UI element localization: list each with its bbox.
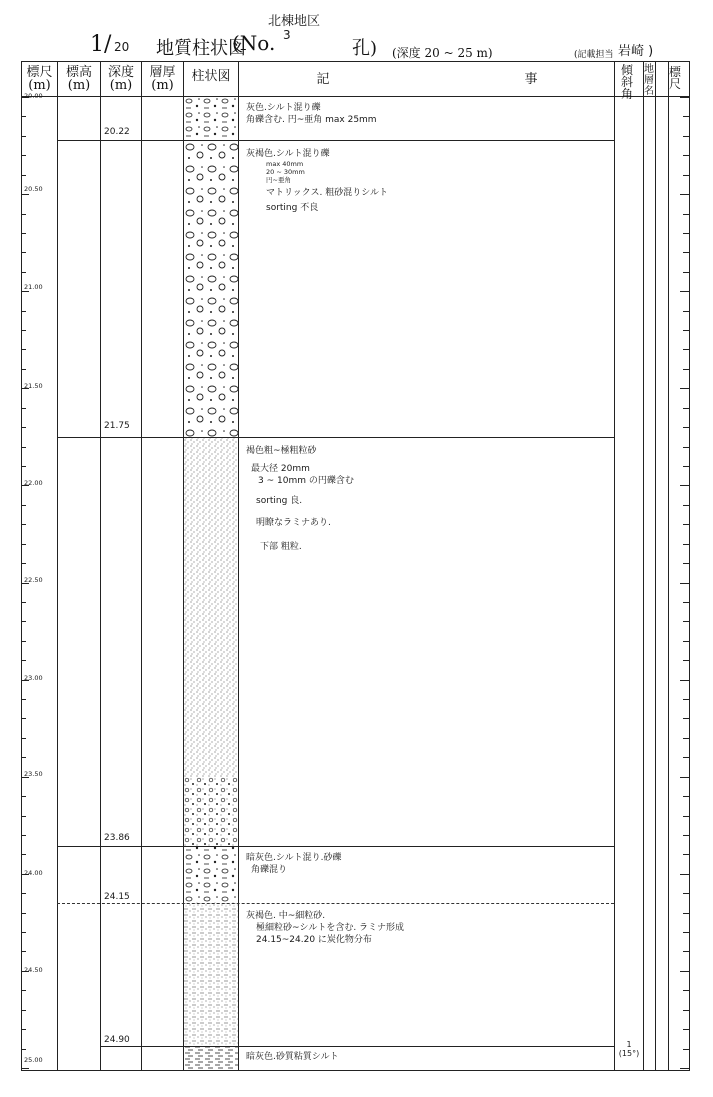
- scale-label: 1/: [90, 32, 112, 57]
- layer-2-remarks: 灰褐色.シルト混り礫 max 40mm 20 ~ 30mm 円~亜角 マトリックス. 粗砂混りシルト sorting 不良: [246, 149, 389, 213]
- layer-6-remarks: 暗灰色.砂質粘質シルト: [246, 1052, 339, 1062]
- recorder-name: 岩崎 ): [618, 44, 654, 59]
- scale-label-20-50: 20.50: [24, 185, 43, 193]
- layer-3-remarks: 褐色粗~極粗粒砂 最大径 20mm 3 ~ 10mm の円礫含む sorting 良. 明瞭なラミナあり. 下部 粗粒.: [246, 446, 354, 552]
- scale-label-25-00: 25.00: [24, 1056, 43, 1064]
- depth-label: 24.15: [104, 892, 130, 902]
- header-remarks: 記 事: [316, 72, 538, 87]
- scale-label-24-50: 24.50: [24, 966, 43, 974]
- header-thickness: 層厚 (m): [149, 65, 176, 93]
- header-scale-right: 標尺: [669, 65, 682, 91]
- header-column: 柱状図: [191, 69, 231, 84]
- area-annotation: 北棟地区: [268, 14, 321, 29]
- scale-label-21-00: 21.00: [24, 283, 43, 291]
- header-scale-left: 標尺 (m): [26, 65, 53, 93]
- layer-4-remarks: 暗灰色.シルト混り.砂礫 角礫混り: [246, 853, 342, 875]
- scale-label-23-50: 23.50: [24, 770, 43, 778]
- scale-label-22-50: 22.50: [24, 576, 43, 584]
- dip-value: 1 (15°): [618, 1040, 640, 1058]
- depth-label: 21.75: [104, 421, 130, 431]
- scale-label-20-00: 20.00: [24, 92, 43, 100]
- header-formation: 地層名: [644, 64, 654, 97]
- hole-no-prefix: (No.: [232, 31, 276, 55]
- header-elevation: 標高 (m): [65, 65, 92, 93]
- sheet-title: 地質柱状図: [156, 38, 246, 59]
- scale-label-24-00: 24.00: [24, 869, 43, 877]
- scale-denominator: 20: [114, 40, 130, 54]
- header-dip: 傾斜角: [621, 63, 634, 101]
- layer-1-remarks: 灰色.シルト混り礫 角礫含む. 円~亜角 max 25mm: [246, 103, 377, 125]
- depth-range: (深度 20 ~ 25 m): [392, 46, 493, 60]
- layer-5-remarks: 灰褐色. 中~細粒砂. 極細粒砂~シルトを含む. ラミナ形成 24.15~24.20 に炭化物分布: [246, 911, 405, 945]
- hole-number: 3: [283, 28, 291, 42]
- header-depth: 深度 (m): [107, 65, 134, 93]
- depth-label: 23.86: [104, 833, 130, 843]
- scale-label-23-00: 23.00: [24, 674, 43, 682]
- lithology-column: [184, 97, 238, 1070]
- scale-label-21-50: 21.50: [24, 382, 43, 390]
- depth-label: 24.90: [104, 1035, 130, 1045]
- depth-label: 20.22: [104, 127, 130, 137]
- scale-label-22-00: 22.00: [24, 479, 43, 487]
- recorder-label: (記載担当: [574, 50, 614, 60]
- hole-suffix: 孔): [352, 38, 378, 59]
